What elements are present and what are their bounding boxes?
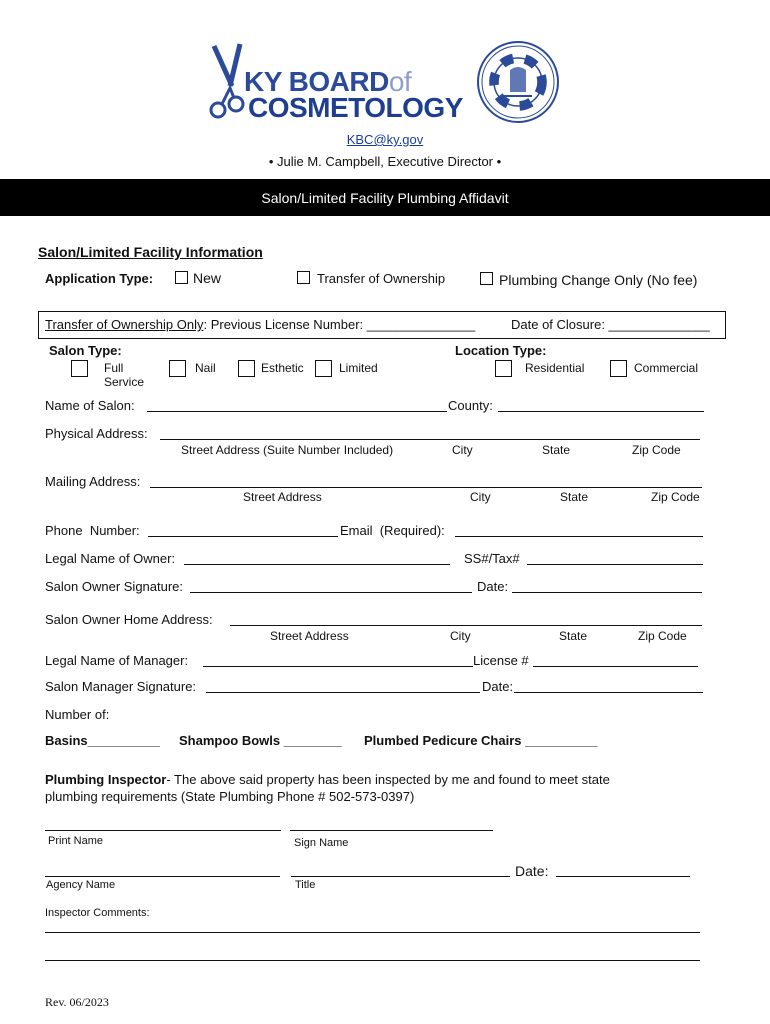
basins-field[interactable]: Basins__________ — [45, 733, 160, 748]
manager-signature-label: Salon Manager Signature: — [45, 679, 197, 694]
full-label: Full — [104, 361, 124, 375]
inspector-statement-1: - The above said property has been inspected by me and found to meet state — [166, 772, 610, 787]
esthetic-checkbox[interactable] — [238, 360, 255, 377]
county-field[interactable] — [498, 411, 704, 412]
email-link[interactable]: KBC@ky.gov — [346, 132, 424, 147]
comments-line-1[interactable] — [45, 932, 700, 933]
license-field[interactable] — [533, 666, 698, 667]
inspector-date-field[interactable] — [556, 876, 690, 877]
manager-date-label: Date: — [482, 679, 514, 694]
transfer-label: Transfer of Ownership — [317, 271, 446, 286]
ss-tax-label: SS#/Tax# — [464, 551, 520, 566]
service-label: Service — [104, 375, 145, 389]
plumbing-change-label: Plumbing Change Only (No fee) — [499, 272, 698, 288]
home-zip-caption: Zip Code — [638, 629, 687, 643]
legal-manager-label: Legal Name of Manager: — [45, 653, 189, 668]
legal-owner-label: Legal Name of Owner: — [45, 551, 176, 566]
email-field[interactable] — [455, 536, 703, 537]
mailing-city-caption: City — [470, 490, 491, 504]
print-name-field[interactable] — [45, 830, 281, 831]
esthetic-label: Esthetic — [261, 361, 304, 375]
county-label: County: — [448, 398, 493, 413]
revision-date: Rev. 06/2023 — [45, 995, 109, 1009]
residential-checkbox[interactable] — [495, 360, 512, 377]
manager-date-field[interactable] — [514, 692, 703, 693]
sign-name-caption: Sign Name — [294, 837, 349, 849]
owner-signature-label: Salon Owner Signature: — [45, 579, 184, 594]
phone-field[interactable] — [148, 536, 338, 537]
shampoo-bowls-field[interactable]: Shampoo Bowls ________ — [179, 733, 342, 748]
home-street-caption: Street Address — [270, 629, 349, 643]
residential-label: Residential — [525, 361, 585, 375]
pedicure-chairs-field[interactable]: Plumbed Pedicure Chairs __________ — [364, 733, 598, 748]
mailing-zip-caption: Zip Code — [651, 490, 700, 504]
section-title: Salon/Limited Facility Information — [38, 244, 263, 260]
home-city-caption: City — [450, 629, 471, 643]
comments-line-2[interactable] — [45, 960, 700, 961]
date-of-closure-label: Date of Closure: ______________ — [511, 317, 710, 332]
ss-tax-field[interactable] — [527, 564, 703, 565]
physical-state-caption: State — [542, 443, 571, 457]
title-field[interactable] — [291, 876, 510, 877]
name-of-salon-label: Name of Salon: — [45, 398, 135, 413]
nail-label: Nail — [195, 361, 216, 375]
salon-type-label: Salon Type: — [49, 343, 122, 358]
home-state-caption: State — [559, 629, 588, 643]
nail-checkbox[interactable] — [169, 360, 186, 377]
name-of-salon-field[interactable] — [147, 411, 447, 412]
form-title: Salon/Limited Facility Plumbing Affidavit — [261, 189, 509, 206]
commercial-label: Commercial — [634, 361, 699, 375]
new-checkbox[interactable] — [175, 271, 188, 284]
inspector-title: Plumbing Inspector — [45, 772, 167, 787]
kentucky-seal — [476, 40, 560, 124]
mailing-address-label: Mailing Address: — [45, 474, 141, 489]
logo-text-cosmetology: COSMETOLOGY — [248, 92, 463, 123]
owner-home-address-field[interactable] — [230, 625, 702, 626]
seal-icon — [476, 40, 560, 124]
owner-home-address-label: Salon Owner Home Address: — [45, 612, 213, 627]
owner-date-label: Date: — [477, 579, 509, 594]
owner-signature-field[interactable] — [190, 592, 472, 593]
logo — [208, 40, 478, 124]
legal-manager-field[interactable] — [203, 666, 473, 667]
form-title-banner — [0, 179, 770, 216]
limited-label: Limited — [339, 361, 378, 375]
application-type-label: Application Type: — [45, 271, 154, 286]
transfer-checkbox[interactable] — [297, 271, 310, 284]
logo-text-ky-board: KY BOARD — [244, 66, 389, 97]
owner-date-field[interactable] — [512, 592, 702, 593]
physical-zip-caption: Zip Code — [632, 443, 681, 457]
plumbing-change-checkbox[interactable] — [480, 272, 493, 285]
commercial-checkbox[interactable] — [610, 360, 627, 377]
title-caption: Title — [295, 879, 316, 891]
sign-name-field[interactable] — [290, 830, 493, 831]
number-of-label: Number of: — [45, 707, 110, 722]
manager-signature-field[interactable] — [206, 692, 480, 693]
previous-license-label: : Previous License Number: _______________ — [203, 317, 476, 332]
legal-owner-field[interactable] — [184, 564, 450, 565]
new-label: New — [193, 270, 222, 286]
license-label: License # — [473, 653, 529, 668]
transfer-only-label: Transfer of Ownership Only — [45, 317, 204, 332]
mailing-street-caption: Street Address — [243, 490, 322, 504]
director-line: • Julie M. Campbell, Executive Director • — [268, 154, 502, 169]
agency-name-field[interactable] — [45, 876, 280, 877]
full-service-checkbox[interactable] — [71, 360, 88, 377]
limited-checkbox[interactable] — [315, 360, 332, 377]
print-name-caption: Print Name — [48, 835, 104, 847]
location-type-label: Location Type: — [455, 343, 547, 358]
mailing-state-caption: State — [560, 490, 589, 504]
physical-address-label: Physical Address: — [45, 426, 148, 441]
logo-text-of: of — [388, 66, 412, 97]
inspector-comments-label: Inspector Comments: — [45, 907, 150, 919]
physical-address-field[interactable] — [160, 439, 700, 440]
physical-street-caption: Street Address (Suite Number Included) — [181, 443, 394, 457]
mailing-address-field[interactable] — [150, 487, 702, 488]
physical-city-caption: City — [452, 443, 473, 457]
phone-label: Phone Number: — [45, 523, 140, 538]
inspector-date-label: Date: — [515, 863, 549, 879]
email-required-label: Email (Required): — [340, 523, 445, 538]
inspector-statement-2: plumbing requirements (State Plumbing Phone # 502-573-0397) — [45, 789, 415, 804]
agency-name-caption: Agency Name — [46, 879, 116, 891]
